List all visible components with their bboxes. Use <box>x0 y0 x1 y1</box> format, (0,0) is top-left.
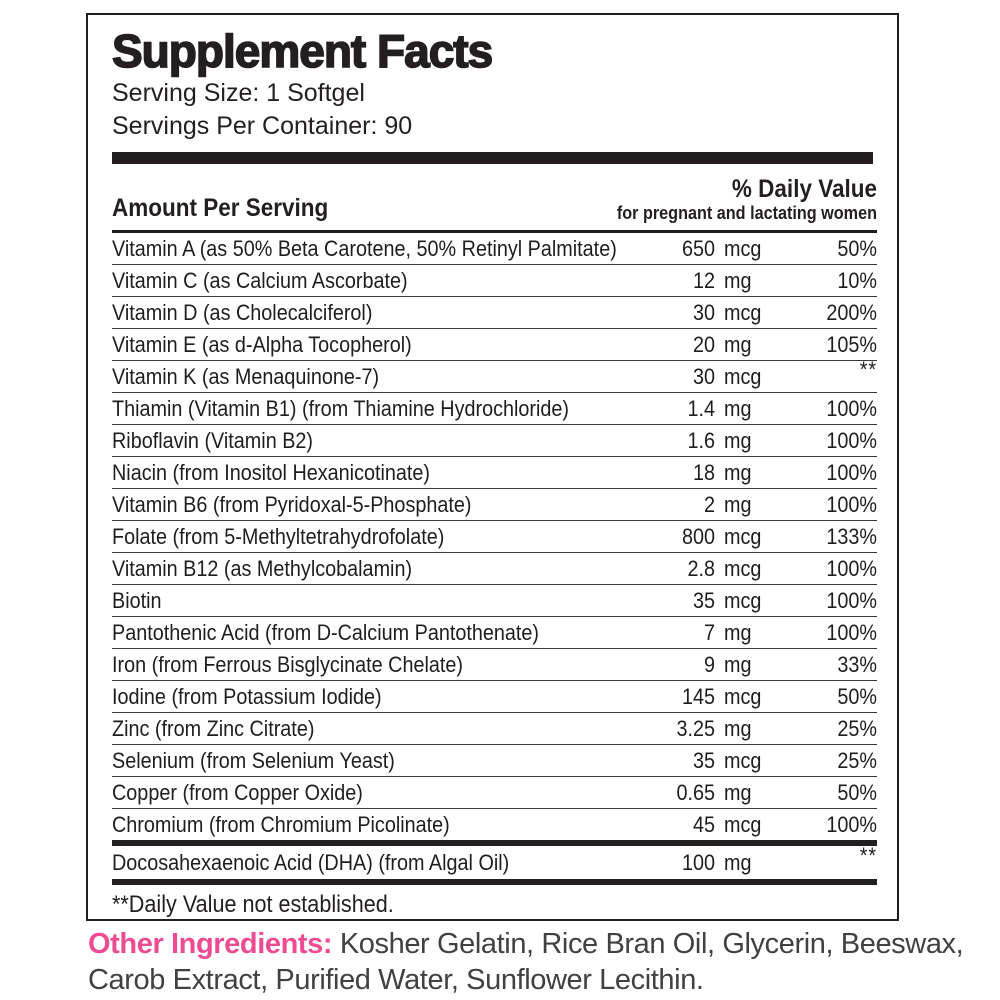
table-header <box>112 164 877 233</box>
nutrient-unit: mcg <box>724 748 762 773</box>
amount-per-serving-heading: Amount Per Serving <box>112 194 329 222</box>
nutrient-amount: 1.6 <box>687 428 715 453</box>
nutrient-name: Vitamin A (as 50% Beta Carotene, 50% Retinyl Palmitate) <box>112 236 617 261</box>
nutrient-daily-value: 50% <box>837 236 877 261</box>
nutrient-daily-value: 50% <box>837 684 877 709</box>
nutrient-rows <box>112 233 877 840</box>
nutrient-daily-value: 100% <box>826 492 877 517</box>
table-row <box>112 585 877 617</box>
table-row <box>112 329 877 361</box>
nutrient-daily-value: 100% <box>826 556 877 581</box>
nutrient-amount: 100 <box>681 850 715 875</box>
nutrient-unit: mcg <box>724 524 762 549</box>
nutrient-unit: mcg <box>724 588 762 613</box>
table-row <box>112 713 877 745</box>
dha-row-container <box>112 843 877 879</box>
nutrient-unit: mg <box>724 716 752 741</box>
nutrient-amount: 35 <box>692 748 715 773</box>
nutrient-name: Vitamin E (as d-Alpha Tocopherol) <box>112 332 412 357</box>
other-ingredients-text: Kosher Gelatin, Rice Bran Oil, Glycerin, Beeswax, Carob Extract, Purified Water, Sunflower Lecithin. <box>88 928 964 996</box>
table-row <box>112 489 877 521</box>
nutrient-name: Vitamin B12 (as Methylcobalamin) <box>112 556 413 581</box>
daily-value-title: % Daily Value <box>731 175 877 203</box>
nutrient-unit: mg <box>724 428 752 453</box>
nutrient-amount: 2 <box>703 492 715 517</box>
serving-size: Serving Size: 1 Softgel <box>112 79 365 107</box>
nutrient-unit: mg <box>724 460 752 485</box>
table-row <box>112 521 877 553</box>
table-row <box>112 393 877 425</box>
nutrient-name: Niacin (from Inositol Hexanicotinate) <box>112 460 431 485</box>
nutrient-name: Vitamin D (as Cholecalciferol) <box>112 300 373 325</box>
nutrient-unit: mg <box>724 780 752 805</box>
nutrient-amount: 35 <box>692 588 715 613</box>
nutrient-daily-value: 100% <box>826 620 877 645</box>
nutrient-daily-value: 100% <box>826 460 877 485</box>
table-row <box>112 777 877 809</box>
nutrient-name: Vitamin C (as Calcium Ascorbate) <box>112 268 408 293</box>
nutrient-amount: 650 <box>681 236 715 261</box>
daily-value-heading <box>617 176 877 223</box>
nutrient-name: Riboflavin (Vitamin B2) <box>112 428 314 453</box>
nutrient-unit: mcg <box>724 300 762 325</box>
nutrient-unit: mg <box>724 850 752 875</box>
nutrient-name: Folate (from 5-Methyltetrahydrofolate) <box>112 524 445 549</box>
table-row <box>112 649 877 681</box>
nutrient-unit: mcg <box>724 236 762 261</box>
nutrient-name: Chromium (from Chromium Picolinate) <box>112 812 450 837</box>
nutrient-daily-value: 100% <box>826 396 877 421</box>
nutrient-daily-value: 100% <box>826 812 877 837</box>
nutrient-name: Vitamin K (as Menaquinone-7) <box>112 364 380 389</box>
nutrient-amount: 20 <box>692 332 715 357</box>
nutrient-amount: 45 <box>692 812 715 837</box>
nutrient-name: Selenium (from Selenium Yeast) <box>112 748 395 773</box>
nutrient-unit: mcg <box>724 556 762 581</box>
nutrient-name: Vitamin B6 (from Pyridoxal-5-Phosphate) <box>112 492 472 517</box>
table-row <box>112 265 877 297</box>
nutrient-amount: 3.25 <box>676 716 715 741</box>
supplement-facts-panel <box>86 13 899 921</box>
nutrient-unit: mg <box>724 492 752 517</box>
nutrient-name: Zinc (from Zinc Citrate) <box>112 716 315 741</box>
nutrient-amount: 7 <box>703 620 715 645</box>
table-row <box>112 233 877 265</box>
nutrient-unit: mg <box>724 332 752 357</box>
nutrient-daily-value: ** <box>859 843 877 868</box>
nutrient-name: Iron (from Ferrous Bisglycinate Chelate) <box>112 652 464 677</box>
nutrient-amount: 800 <box>681 524 715 549</box>
table-row <box>112 681 877 713</box>
nutrient-unit: mcg <box>724 364 762 389</box>
nutrient-unit: mcg <box>724 684 762 709</box>
nutrient-name: Biotin <box>112 588 162 613</box>
nutrient-name: Iodine (from Potassium Iodide) <box>112 684 382 709</box>
nutrient-unit: mg <box>724 396 752 421</box>
nutrient-daily-value: 33% <box>837 652 877 677</box>
divider-thick-top <box>112 152 873 164</box>
nutrient-daily-value: ** <box>859 357 877 382</box>
nutrient-unit: mg <box>724 620 752 645</box>
nutrient-name: Docosahexaenoic Acid (DHA) (from Algal Oil) <box>112 850 510 875</box>
table-row <box>112 553 877 585</box>
other-ingredients-label: Other Ingredients: <box>88 928 333 960</box>
nutrient-unit: mcg <box>724 812 762 837</box>
supplement-facts-title: Supplement Facts <box>112 25 493 77</box>
nutrient-daily-value: 200% <box>826 300 877 325</box>
nutrient-daily-value: 25% <box>837 748 877 773</box>
table-row <box>112 297 877 329</box>
nutrient-name: Thiamin (Vitamin B1) (from Thiamine Hydrochloride) <box>112 396 570 421</box>
nutrient-daily-value: 10% <box>837 268 877 293</box>
nutrient-name: Pantothenic Acid (from D-Calcium Pantothenate) <box>112 620 540 645</box>
table-row <box>112 357 877 393</box>
table-row <box>112 745 877 777</box>
nutrient-amount: 145 <box>681 684 715 709</box>
nutrient-amount: 30 <box>692 300 715 325</box>
nutrient-amount: 9 <box>703 652 715 677</box>
nutrient-daily-value: 105% <box>826 332 877 357</box>
nutrient-name: Copper (from Copper Oxide) <box>112 780 363 805</box>
nutrient-amount: 30 <box>692 364 715 389</box>
table-row <box>112 457 877 489</box>
nutrient-daily-value: 100% <box>826 588 877 613</box>
table-row <box>112 843 877 879</box>
nutrient-amount: 2.8 <box>687 556 715 581</box>
nutrient-amount: 18 <box>692 460 715 485</box>
nutrient-amount: 12 <box>692 268 715 293</box>
nutrient-daily-value: 100% <box>826 428 877 453</box>
facts-table <box>112 164 877 920</box>
table-row <box>112 617 877 649</box>
table-row <box>112 809 877 840</box>
nutrient-unit: mg <box>724 652 752 677</box>
nutrient-unit: mg <box>724 268 752 293</box>
table-row <box>112 425 877 457</box>
other-ingredients <box>88 926 974 998</box>
daily-value-footnote: **Daily Value not established. <box>112 891 394 918</box>
nutrient-daily-value: 25% <box>837 716 877 741</box>
nutrient-amount: 1.4 <box>687 396 715 421</box>
nutrient-amount: 0.65 <box>676 780 715 805</box>
nutrient-daily-value: 133% <box>826 524 877 549</box>
daily-value-subtitle: for pregnant and lactating women <box>616 203 877 223</box>
servings-per-container: Servings Per Container: 90 <box>112 112 413 140</box>
nutrient-daily-value: 50% <box>837 780 877 805</box>
